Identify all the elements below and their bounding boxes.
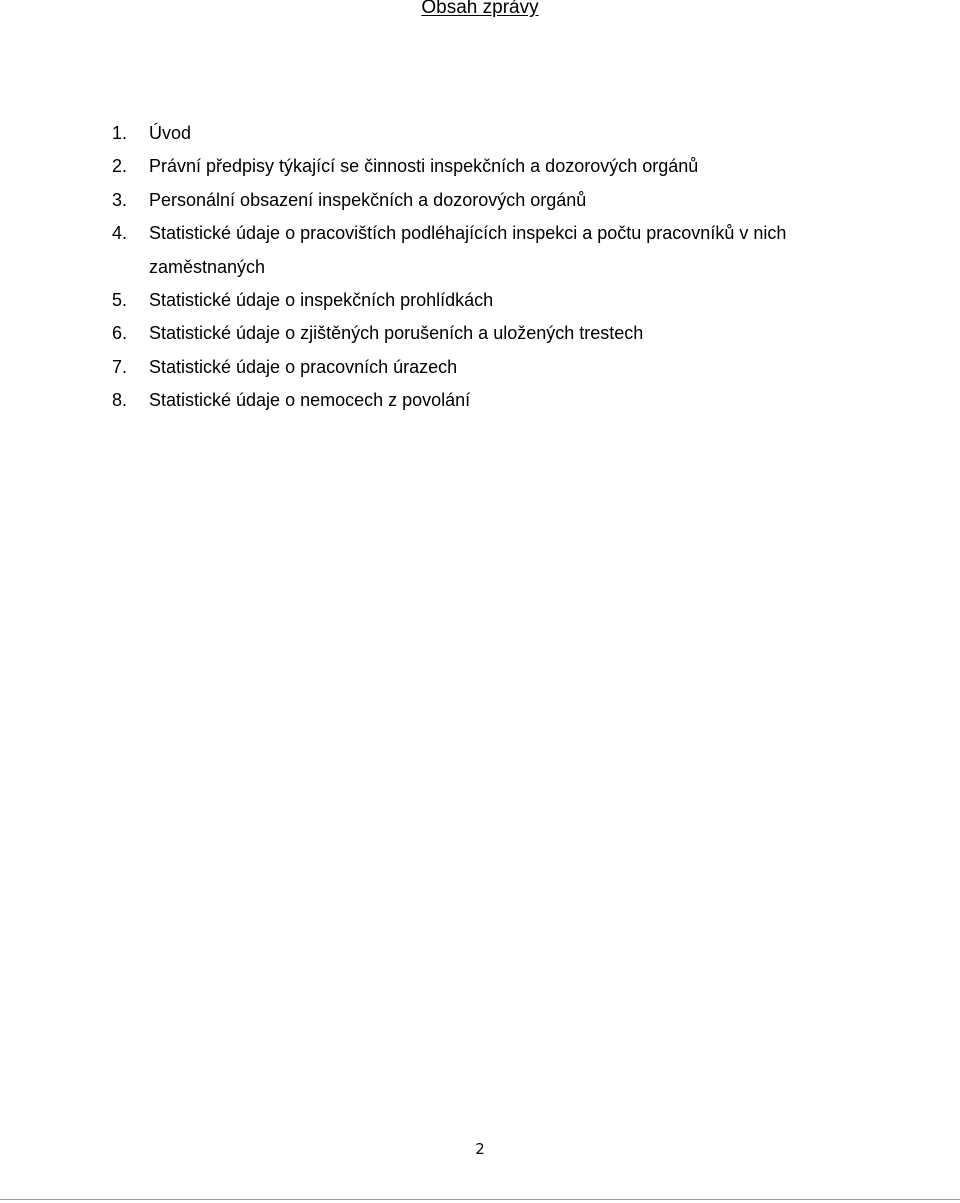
toc-item-text: Statistické údaje o pracovních úrazech	[149, 356, 458, 377]
toc-item-number: 6.	[112, 323, 128, 344]
toc-item-number: 2.	[112, 156, 128, 177]
toc-item-text: Personální obsazení inspekčních a dozorových orgánů	[149, 189, 587, 210]
toc-item-number: 8.	[112, 390, 128, 411]
toc-item-text: Statistické údaje o nemocech z povolání	[149, 390, 471, 411]
footer-divider	[0, 1199, 960, 1200]
toc-item-number: 4.	[112, 223, 128, 244]
toc-item-1	[112, 117, 872, 150]
toc-item-5	[112, 284, 872, 317]
toc-item-text: Právní předpisy týkající se činnosti inspekčních a dozorových orgánů	[149, 156, 699, 177]
toc-item-text: Statistické údaje o inspekčních prohlídkách	[149, 290, 494, 311]
page-number: 2	[475, 1140, 485, 1158]
toc-item-number: 7.	[112, 356, 128, 377]
toc-item-text: Statistické údaje o pracovištích podléhajících inspekci a počtu pracovníků v nich zaměstnaných	[149, 223, 787, 277]
toc-item-8	[112, 384, 872, 417]
toc-item-6	[112, 317, 872, 350]
toc-item-7	[112, 351, 872, 384]
page-title: Obsah zprávy	[421, 0, 539, 18]
toc-item-2	[112, 150, 872, 183]
toc-item-4	[112, 217, 872, 284]
toc-item-text: Úvod	[149, 123, 192, 143]
toc-item-number: 5.	[112, 290, 128, 311]
toc-item-3	[112, 184, 872, 217]
toc-item-number: 3.	[112, 189, 128, 210]
table-of-contents	[112, 117, 872, 418]
toc-item-number: 1.	[112, 123, 128, 143]
toc-item-text: Statistické údaje o zjištěných porušeních a uložených trestech	[149, 323, 644, 344]
